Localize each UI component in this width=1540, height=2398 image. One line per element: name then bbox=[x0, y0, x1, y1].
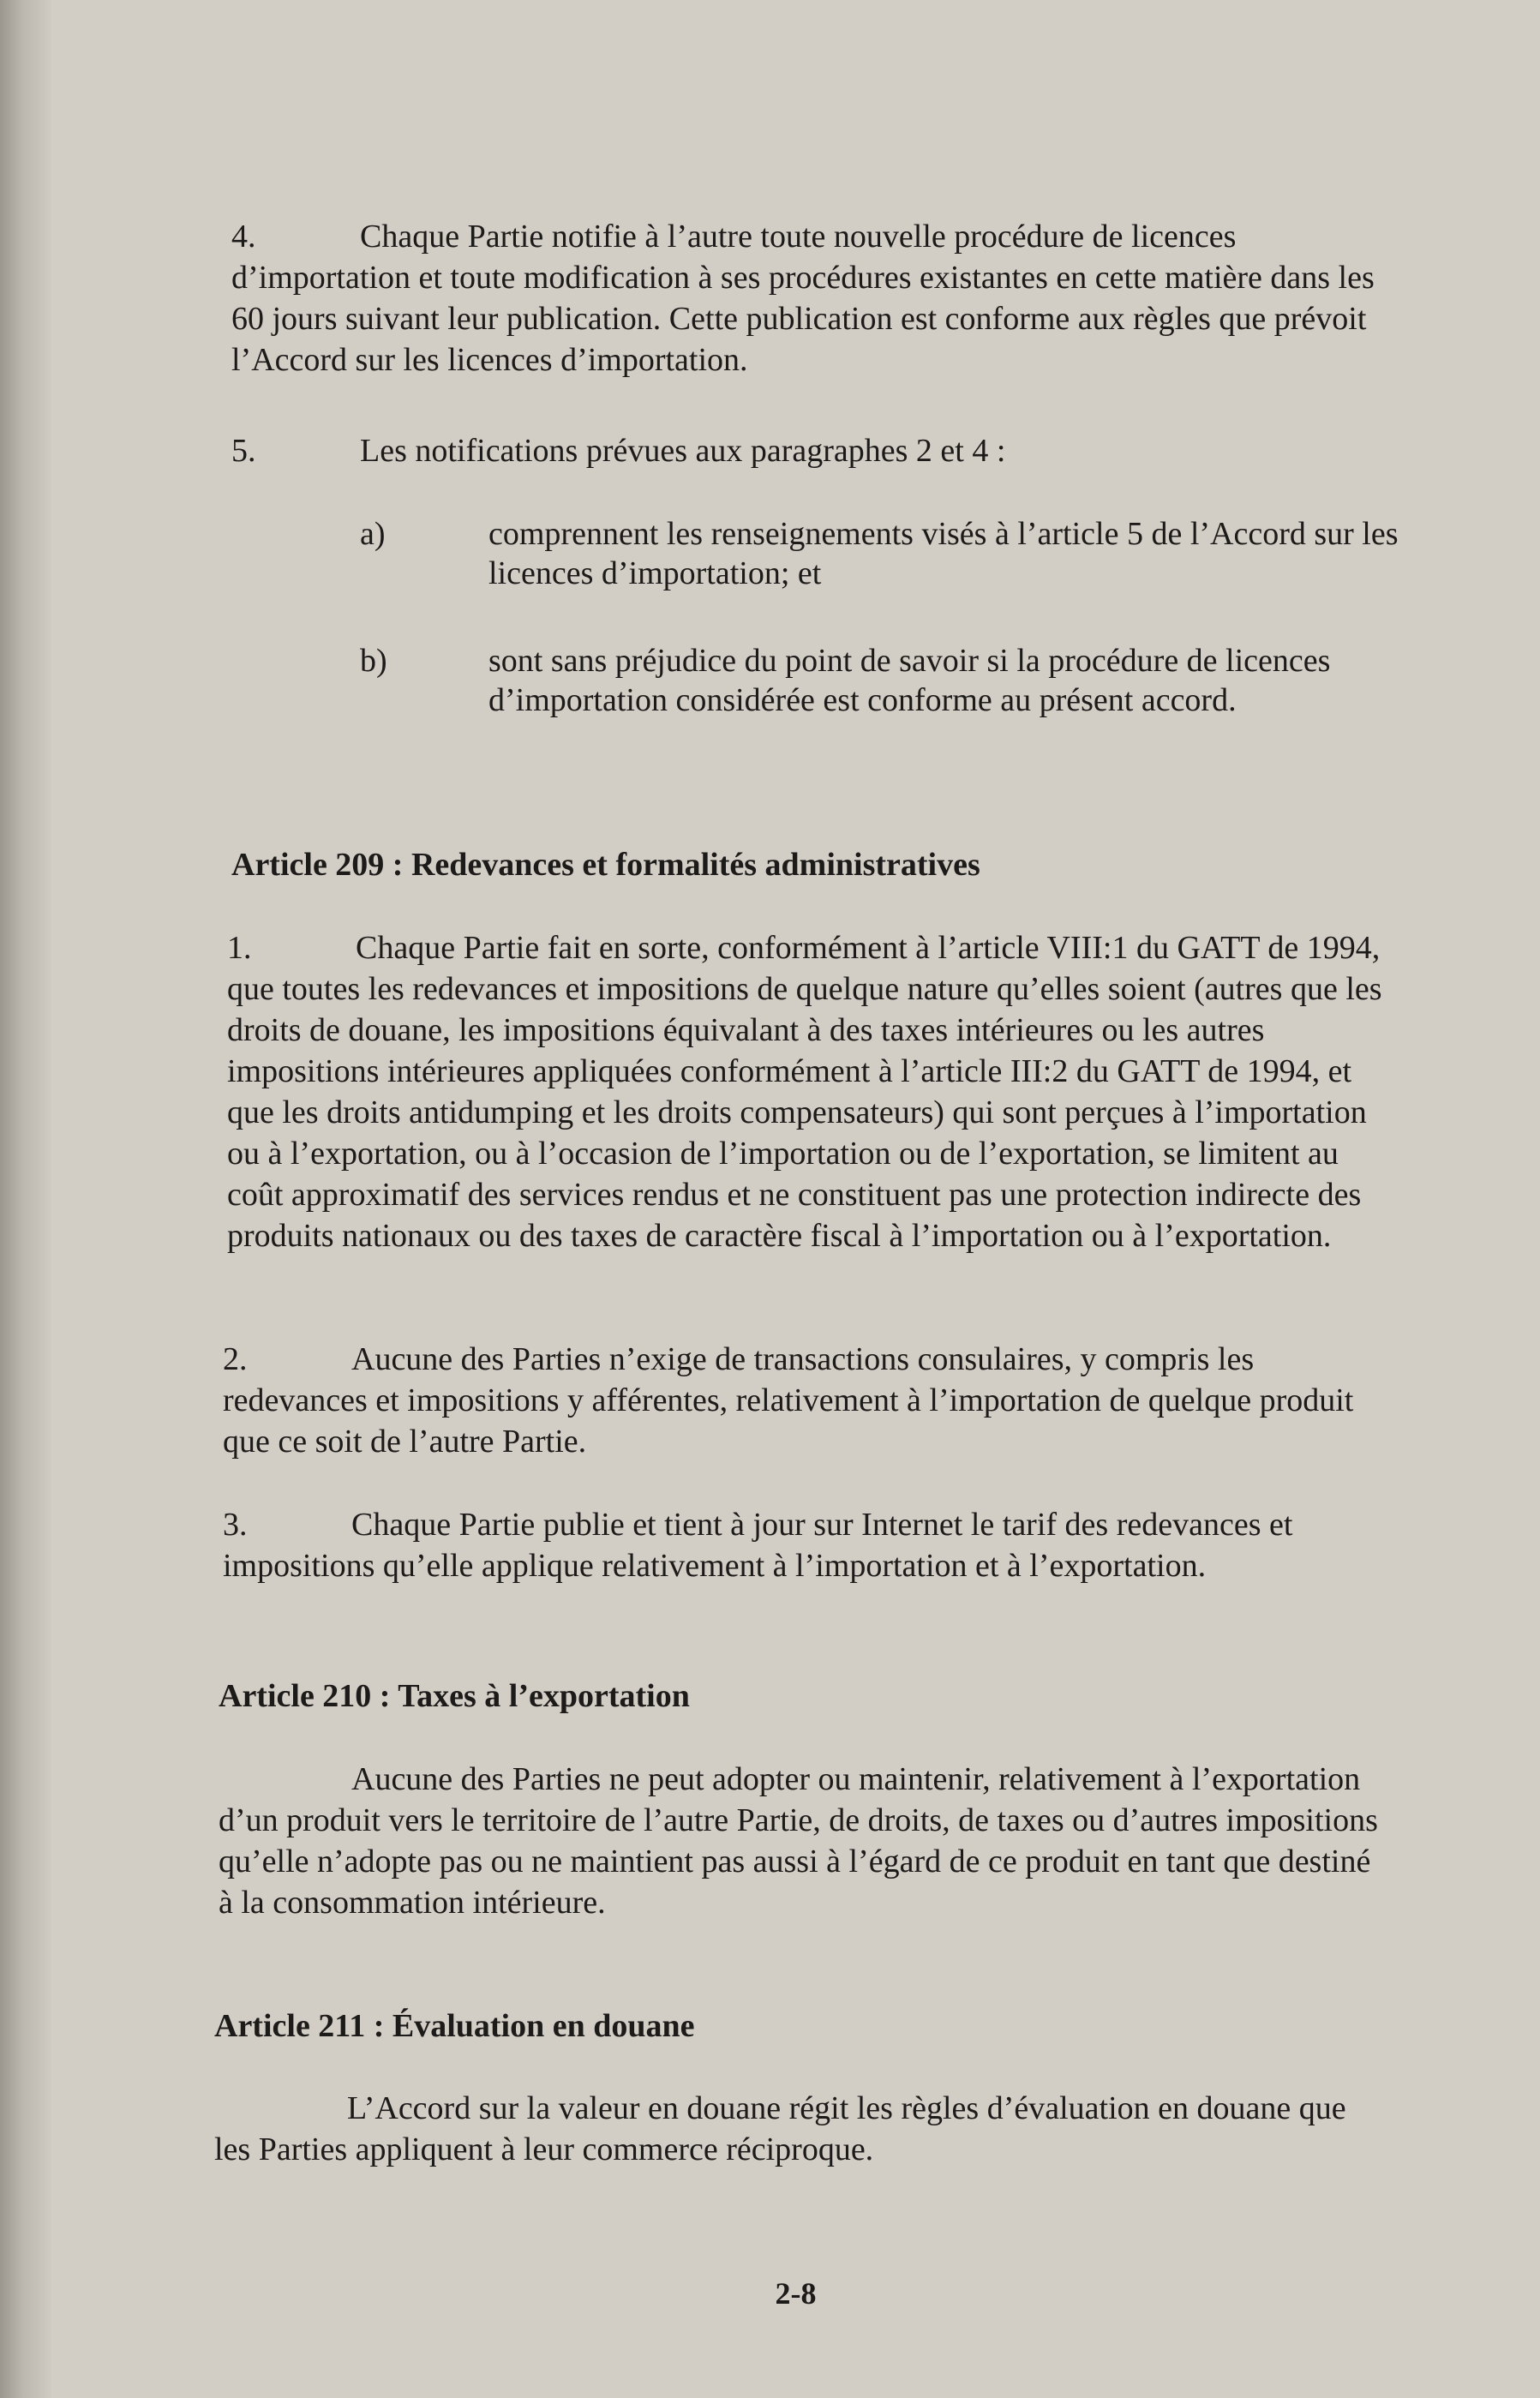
article-209-heading: Article 209 : Redevances et formalités administratives bbox=[231, 847, 980, 883]
list-item-text: comprennent les renseignements visés à l’article 5 de l’Accord sur les licences d’importation; et bbox=[488, 516, 1399, 591]
binding-shadow bbox=[0, 0, 51, 2398]
article-211-heading: Article 211 : Évaluation en douane bbox=[214, 2008, 695, 2044]
paragraph-5 bbox=[231, 430, 1405, 471]
paragraph-text: Aucune des Parties n’exige de transactions consulaires, y compris les redevances et impositions y afférentes, relativement à l’importation de quelque produit que ce soit de l’autre Partie. bbox=[223, 1341, 1354, 1460]
list-item-label: a) bbox=[360, 516, 386, 552]
page-number: 2-8 bbox=[775, 2276, 817, 2311]
paragraph-text: Les notifications prévues aux paragraphes 2 et 4 : bbox=[360, 433, 1006, 469]
list-item-b bbox=[360, 641, 1423, 770]
paragraph-number: 4. bbox=[231, 219, 256, 255]
article-209-paragraph-3 bbox=[223, 1504, 1397, 1586]
article-210-paragraph bbox=[219, 1759, 1393, 1923]
paragraph-text: L’Accord sur la valeur en douane régit les règles d’évaluation en douane que les Parties appliquent à leur commerce réciproque. bbox=[214, 2090, 1346, 2167]
paragraph-number: 1. bbox=[227, 930, 252, 966]
list-item-label: b) bbox=[360, 643, 387, 679]
paragraph-4 bbox=[231, 216, 1405, 381]
paragraph-text: Aucune des Parties ne peut adopter ou maintenir, relativement à l’exportation d’un produit vers le territoire de l’autre Partie, de droits, de taxes ou d’autres impositions qu’elle n’adopte pas ou ne maintient pas aussi à l’égard de ce produit en tant que destiné à la consommation intérieure. bbox=[219, 1761, 1378, 1921]
paragraph-number: 5. bbox=[231, 433, 256, 469]
article-210-heading: Article 210 : Taxes à l’exportation bbox=[219, 1678, 690, 1714]
document-page bbox=[51, 0, 1540, 2398]
article-209-paragraph-1 bbox=[227, 927, 1401, 1256]
list-item-text: sont sans préjudice du point de savoir si la procédure de licences d’importation considérée est conforme au présent accord. bbox=[488, 643, 1331, 718]
article-211-paragraph bbox=[214, 2088, 1388, 2170]
list-item-a bbox=[360, 514, 1423, 600]
paragraph-number: 3. bbox=[223, 1507, 248, 1543]
paragraph-text: Chaque Partie notifie à l’autre toute nouvelle procédure de licences d’importation et toute modification à ses procédures existantes en cette matière dans les 60 jours suivant leur publication. Cette publication est conforme aux règles que prévoit l’Accord sur les licences d’importation. bbox=[231, 219, 1375, 378]
paragraph-text: Chaque Partie fait en sorte, conformément à l’article VIII:1 du GATT de 1994, que toutes les redevances et impositions de quelque nature qu’elles soient (autres que les droits de douane, les impositions équivalant à des taxes intérieures ou les autres impositions intérieures appliquées conformément à l’article III:2 du GATT de 1994, et que les droits antidumping et les droits compensateurs) qui sont perçues à l’importation ou à l’exportation, ou à l’occasion de l’importation ou de l’exportation, se limitent au coût approximatif des services rendus et ne constituent pas une protection indirecte des produits nationaux ou des taxes de caractère fiscal à l’importation ou à l’exportation. bbox=[227, 930, 1382, 1254]
paragraph-text: Chaque Partie publie et tient à jour sur Internet le tarif des redevances et impositions qu’elle applique relativement à l’importation et à l’exportation. bbox=[223, 1507, 1293, 1584]
article-209-paragraph-2 bbox=[223, 1339, 1397, 1462]
paragraph-number: 2. bbox=[223, 1341, 248, 1377]
